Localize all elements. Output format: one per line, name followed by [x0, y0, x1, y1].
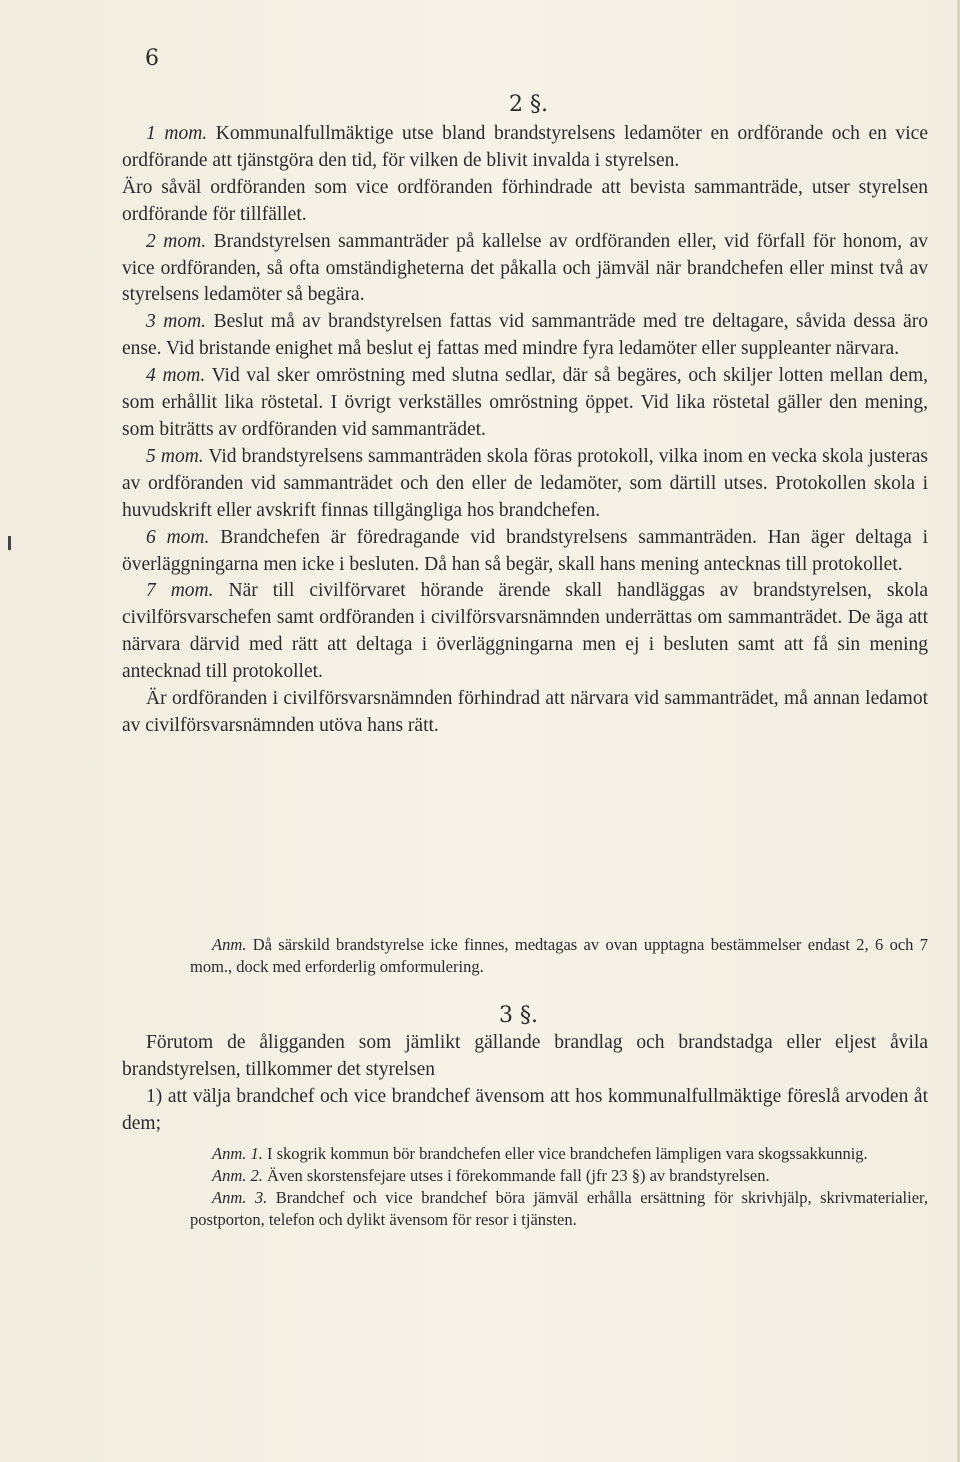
paragraph — [122, 363, 928, 444]
paragraph-text: Vid brandstyrelsens sammanträden skola föras protokoll, vilka inom en vecka skola justeras av ordföranden vid sammanträdet och den eller de ledamöter, som därtill utses. Protokollen skola i huvudskrift eller avskrift finnas tillgängliga hos brandchefen. — [122, 445, 928, 521]
note — [190, 934, 928, 978]
note — [190, 1143, 928, 1165]
note-text: Brandchef och vice brandchef böra jämväl erhålla ersättning för skrivhjälp, skrivmaterialier, postporton, telefon och dylikt ävensom för resor i tjänsten. — [190, 1188, 928, 1229]
note-label: Anm. 2. — [212, 1166, 263, 1185]
paragraph — [122, 686, 928, 740]
paragraph — [122, 229, 928, 310]
note-label: Anm. — [212, 935, 247, 954]
paragraph — [122, 121, 928, 175]
paragraph — [122, 1030, 928, 1084]
paragraph-text: Äro såväl ordföranden som vice ordföranden förhindrade att bevista sammanträde, utser styrelsen ordförande för tillfället. — [122, 176, 928, 225]
mom-label: 7 mom. — [146, 580, 214, 602]
paragraph-text: Vid val sker omröstning med slutna sedlar, där så begäres, och skiljer lotten mellan dem, som erhållit lika röstetal. I övrigt verkställes omröstning öppet. Vid lika röstetal gäller den mening, som biträtts av ordföranden vid sammanträdet. — [122, 365, 929, 440]
paragraph-text: Förutom de åligganden som jämlikt gällande brandlag och brandstadga eller eljest åvila brandstyrelsen, tillkommer det styrelsen — [122, 1032, 928, 1080]
paragraph-text: När till civilförvaret hörande ärende skall handläggas av brandstyrelsen, skola civilförsvarschefen samt ordföranden i civilförsvarsnämnden underrättas om sammanträdet. De äga att närvara därvid med rätt att deltaga i överläggningarna men ej i besluten samt att få sin mening antecknad till protokollet. — [122, 580, 928, 683]
note-text: Då särskild brandstyrelse icke finnes, medtagas av ovan upptagna bestämmelser endast 2, 6 och 7 mom., dock med erforderlig omformulering. — [190, 935, 928, 976]
edge-mark — [8, 536, 11, 550]
paragraph — [122, 309, 928, 363]
paragraph-text: 1) att välja brandchef och vice brandchef ävensom att hos kommunalfullmäktige föreslå arvoden åt dem; — [122, 1085, 928, 1134]
section-3-heading: 3 §. — [499, 1003, 538, 1028]
section-3-body — [122, 1030, 928, 1138]
paragraph-text: Beslut må av brandstyrelsen fattas vid sammanträde med tre deltagare, såvida dessa äro ense. Vid bristande enighet må beslut ej fattas med mindre fyra ledamöter eller suppleanter närvara. — [122, 311, 929, 360]
paragraph — [122, 175, 928, 229]
note — [190, 1165, 928, 1187]
section-2-body — [122, 121, 928, 740]
paragraph-text: Är ordföranden i civilförsvarsnämnden förhindrad att närvara vid sammanträdet, må annan ledamot av civilförsvarsnämnden utöva hans rätt. — [122, 688, 928, 736]
page-number: 6 — [145, 46, 159, 71]
section-2-heading: 2 §. — [509, 92, 548, 117]
mom-label: 1 mom. — [146, 123, 208, 144]
note-label: Anm. 3. — [212, 1188, 268, 1207]
note — [190, 1187, 928, 1231]
mom-label: 5 mom. — [146, 445, 204, 467]
section-3-notes — [190, 1143, 928, 1231]
paragraph — [122, 1084, 928, 1138]
paragraph-text: Kommunalfullmäktige utse bland brandstyrelsens ledamöter en ordförande och en vice ordförande att tjänstgöra den tid, för vilken de blivit invalda i styrelsen. — [122, 123, 928, 171]
paragraph — [122, 525, 928, 579]
mom-label: 4 mom. — [146, 365, 206, 387]
mom-label: 6 mom. — [146, 526, 210, 548]
paragraph — [122, 444, 928, 525]
note-label: Anm. 1. — [212, 1144, 263, 1163]
note-text: I skogrik kommun bör brandchefen eller vice brandchefen lämpligen vara skogssakkunnig. — [262, 1144, 868, 1163]
note-text: Även skorstensfejare utses i förekommande fall (jfr 23 §) av brandstyrelsen. — [262, 1166, 770, 1185]
mom-label: 2 mom. — [146, 230, 207, 252]
section-2-notes — [190, 934, 928, 978]
paragraph — [122, 578, 928, 686]
mom-label: 3 mom. — [146, 311, 207, 333]
paragraph-text: Brandstyrelsen sammanträder på kallelse av ordföranden eller, vid förfall för honom, av vice ordföranden, så ofta omständigheterna det påkalla och jämväl när brandchefen eller minst två av styrelsens ledamöter så begära. — [122, 230, 929, 306]
paragraph-text: Brandchefen är föredragande vid brandstyrelsens sammanträden. Han äger deltaga i överläggningarna men icke i besluten. Då han så begär, skall hans mening antecknas till protokollet. — [122, 526, 928, 575]
